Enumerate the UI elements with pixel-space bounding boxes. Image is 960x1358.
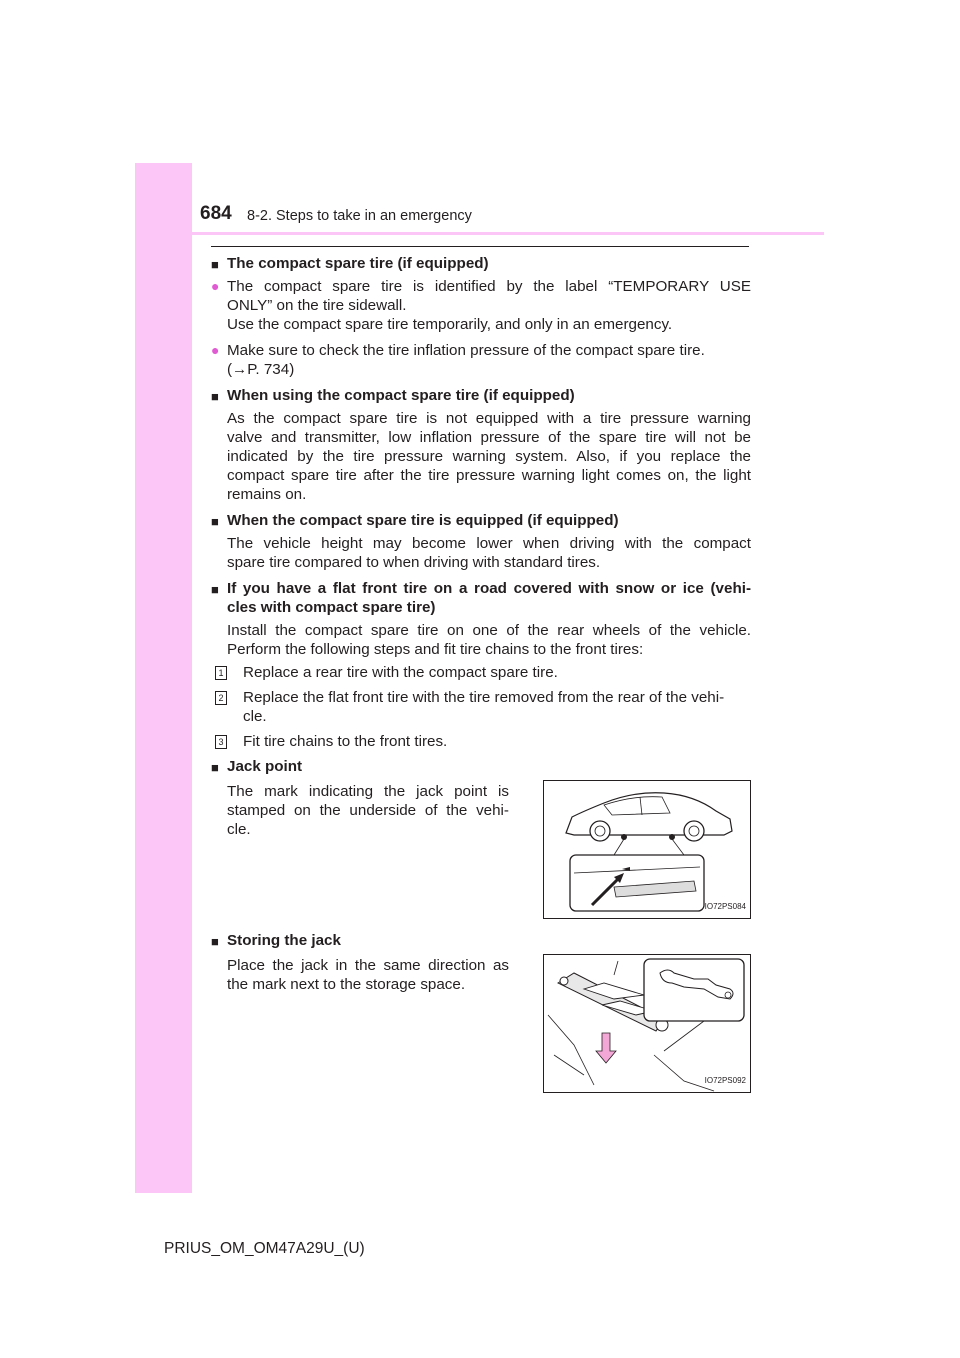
heading-flat-front: ■ If you have a flat front tire on a road covered with snow or ice (vehi- cles with compact spare tire) [211,580,751,616]
page-number: 684 [200,203,232,224]
storing-jack-row [211,954,751,1093]
section-title: 8-2. Steps to take in an emergency [247,208,472,224]
square-bullet-icon: ■ [211,760,219,775]
round-bullet-icon: ● [211,342,220,358]
step-number: 2 [215,691,227,705]
jack-point-text: The mark indicating the jack point is stamped on the underside of the vehi- cle. [227,783,509,838]
square-bullet-icon: ■ [211,257,219,272]
paragraph-when-equipped: The vehicle height may become lower when driving with the compact spare tire compared to when driving with standard tires. [227,535,751,571]
heading-jack-point: ■ Jack point [211,758,303,775]
jack-point-row [211,780,751,919]
bullet-item: ● Make sure to check the tire inflation pressure of the compact spare tire. (→P. 734) [211,342,705,378]
step-item: 1 Replace a rear tire with the compact spare tire. [215,663,751,682]
jack-point-illustration [543,780,751,919]
square-bullet-icon: ■ [211,582,219,597]
header-rule [192,232,824,235]
paragraph-when-using: As the compact spare tire is not equipped with a tire pressure warning valve and transmitter, low inflation pressure of the spare tire will not be indicated by the tire pressure warning system. Also, if you replace the compact spare tire after the tire pressure warning light comes on, the light remains on. [227,410,751,503]
heading-compact-spare: ■ The compact spare tire (if equipped) [211,255,489,272]
heading-when-using: ■ When using the compact spare tire (if equipped) [211,387,575,404]
figure-id: IO72PS092 [704,1076,746,1085]
heading-storing-jack: ■ Storing the jack [211,932,341,949]
square-bullet-icon: ■ [211,389,219,404]
storing-jack-illustration [543,954,751,1093]
figure-id: IO72PS084 [704,902,746,911]
bullet-item: ● The compact spare tire is identified by the label “TEMPORARY USE ONLY” on the tire sidewall. Use the compact spare tire temporarily, and only in an emergency. [211,278,751,333]
side-tab-band [135,163,192,1193]
heading-when-equipped: ■ When the compact spare tire is equipped (if equipped) [211,512,619,529]
storing-jack-text: Place the jack in the same direction as the mark next to the storage space. [227,957,509,993]
footer-doc-code: PRIUS_OM_OM47A29U_(U) [164,1240,365,1257]
step-number: 3 [215,735,227,749]
content-rule [211,246,749,247]
page-content [211,254,751,1093]
step-item: 2 Replace the flat front tire with the tire removed from the rear of the vehi- cle. [215,688,751,726]
step-item: 3 Fit tire chains to the front tires. [215,732,751,751]
square-bullet-icon: ■ [211,514,219,529]
step-number: 1 [215,666,227,680]
paragraph-flat-front: Install the compact spare tire on one of the rear wheels of the vehicle. Perform the following steps and fit tire chains to the front tires: [227,622,751,658]
square-bullet-icon: ■ [211,934,219,949]
round-bullet-icon: ● [211,278,220,294]
